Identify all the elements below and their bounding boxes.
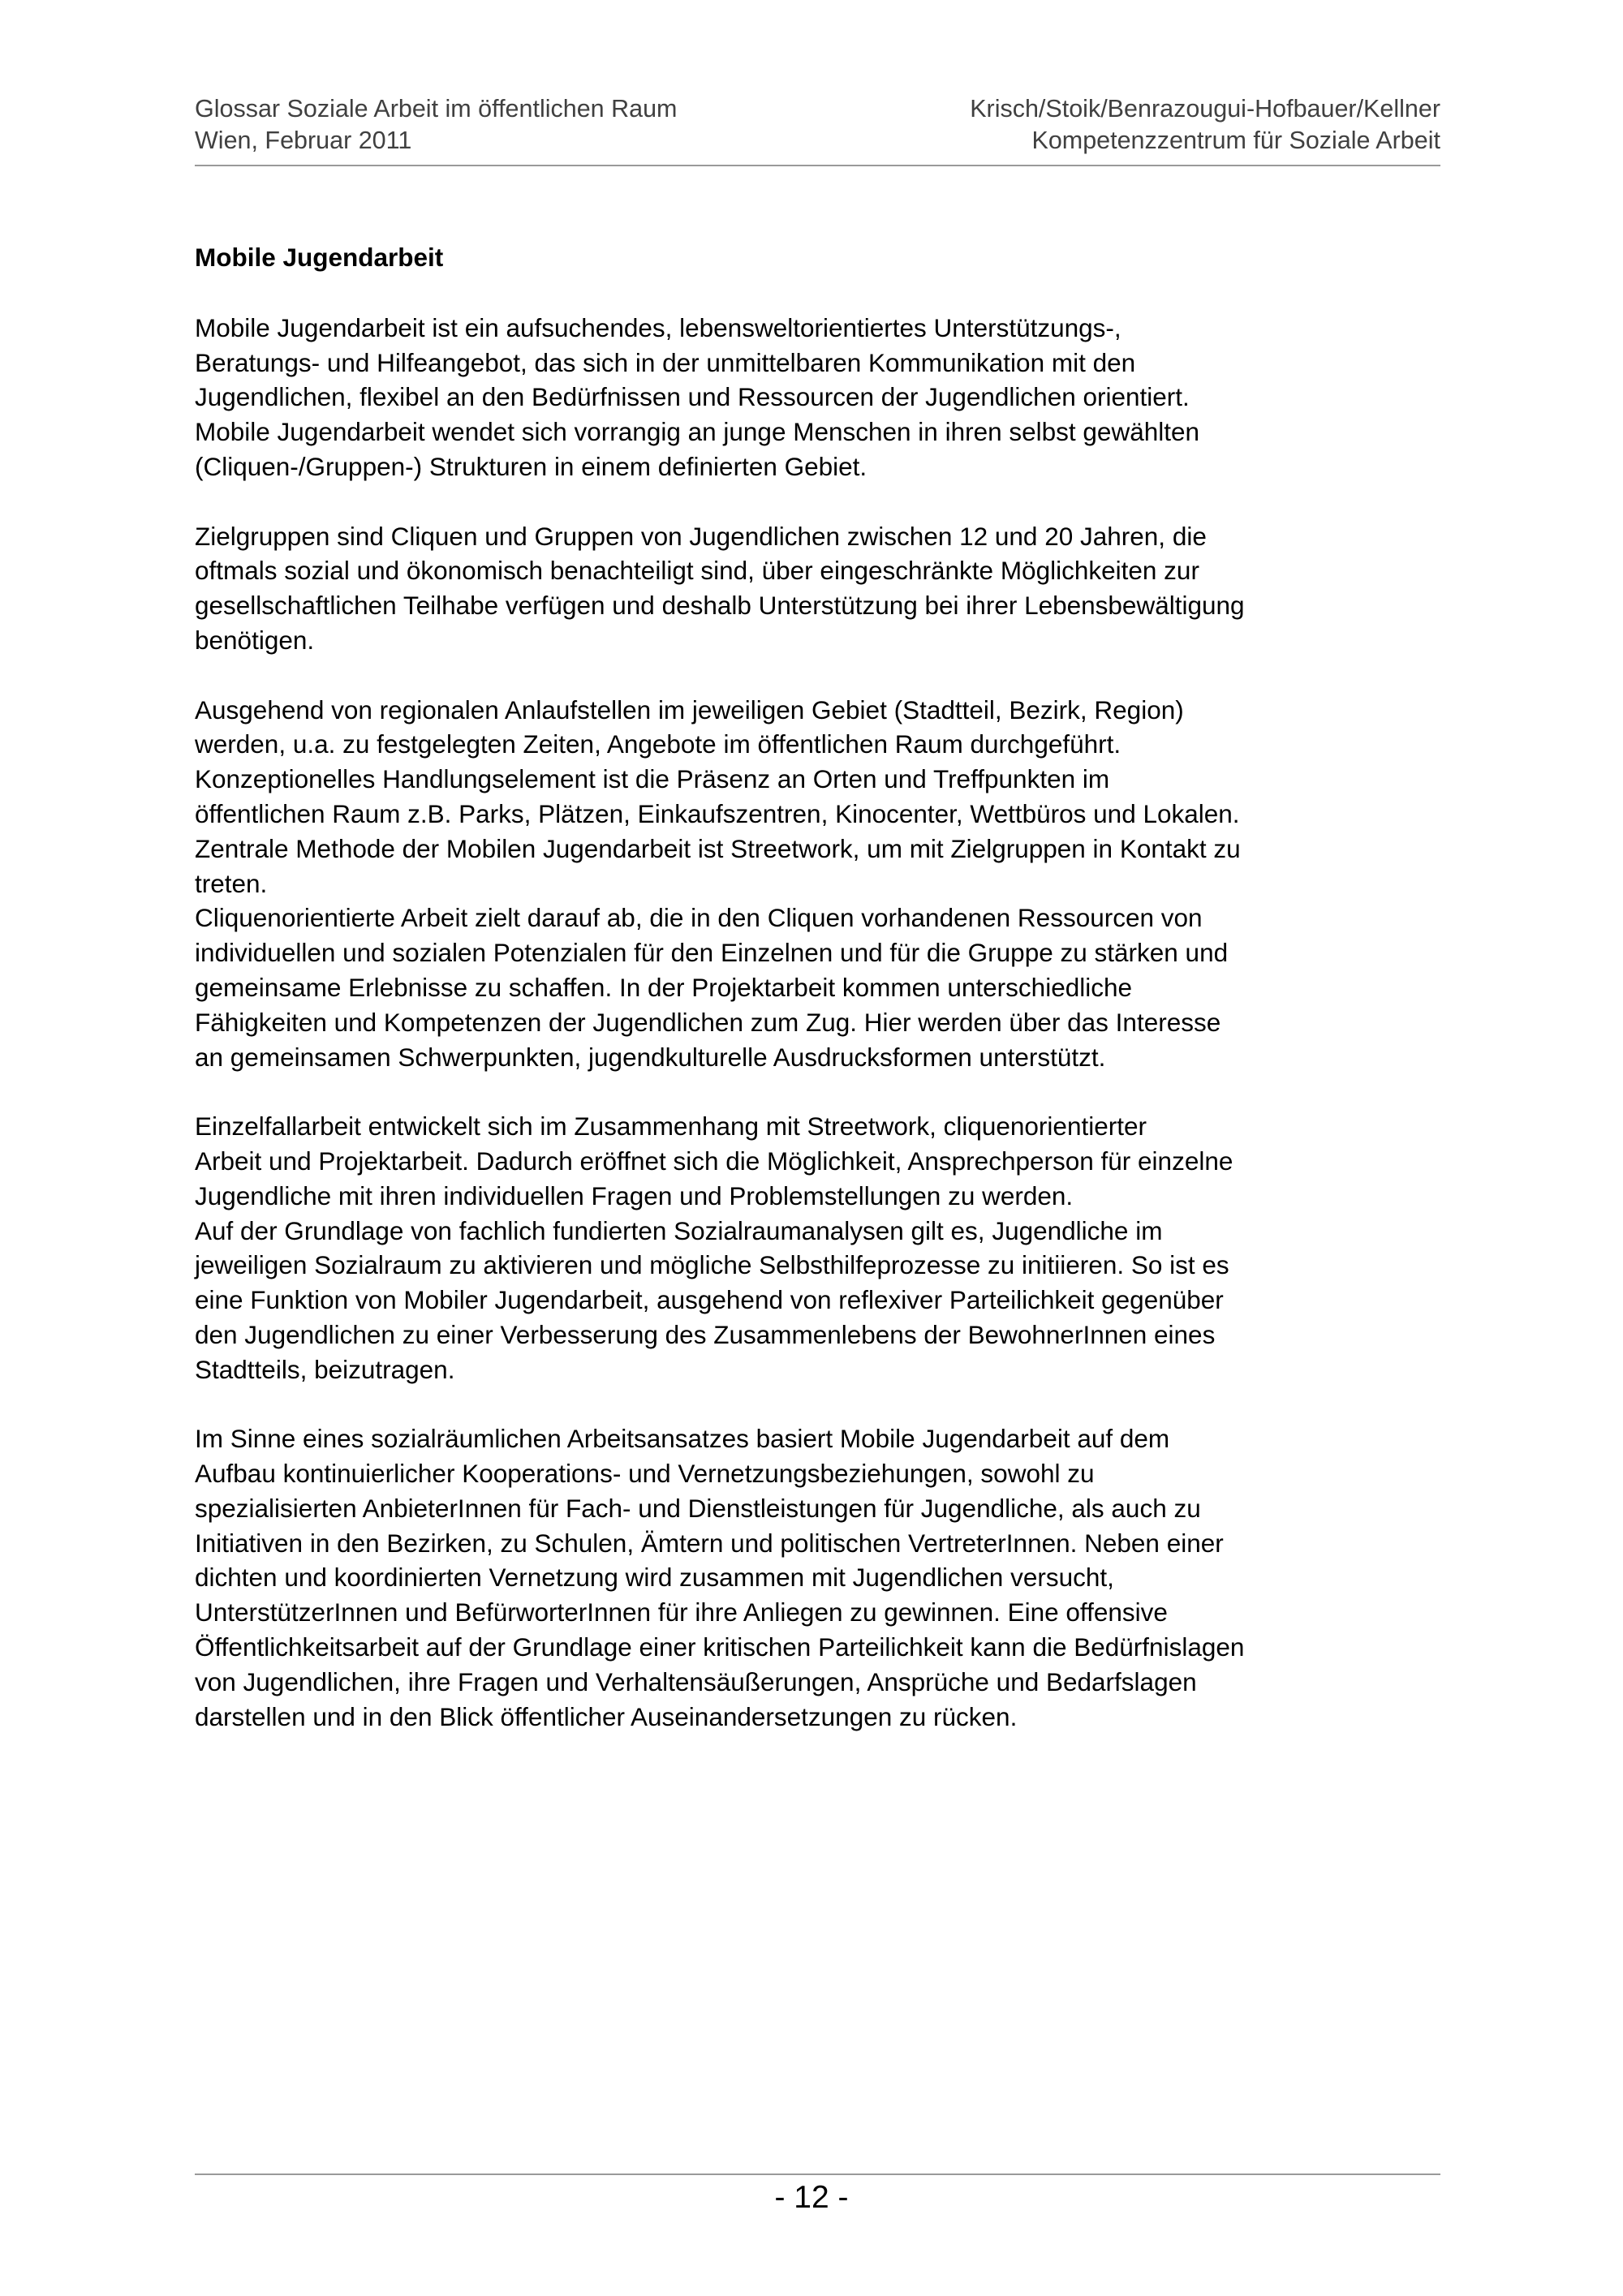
text-line: Fähigkeiten und Kompetenzen der Jugendlichen zum Zug. Hier werden über das Interesse bbox=[195, 1007, 1221, 1037]
text-line: an gemeinsamen Schwerpunkten, jugendkulturelle Ausdrucksformen unterstützt. bbox=[195, 1042, 1106, 1072]
page-content bbox=[195, 240, 1453, 1769]
text-line: Im Sinne eines sozialräumlichen Arbeitsansatzes basiert Mobile Jugendarbeit auf dem bbox=[195, 1424, 1170, 1454]
text-line: Zielgruppen sind Cliquen und Gruppen von Jugendlichen zwischen 12 und 20 Jahren, die bbox=[195, 521, 1207, 551]
text-line: (Cliquen-/Gruppen-) Strukturen in einem definierten Gebiet. bbox=[195, 451, 867, 481]
text-line: oftmals sozial und ökonomisch benachteiligt sind, über eingeschränkte Möglichkeiten zur bbox=[195, 556, 1199, 586]
header-authors: Krisch/Stoik/Benrazougui-Hofbauer/Kellner bbox=[970, 95, 1440, 123]
text-line: Cliquenorientierte Arbeit zielt darauf ab, die in den Cliquen vorhandenen Ressourcen von bbox=[195, 903, 1203, 933]
text-line: treten. bbox=[195, 868, 268, 898]
footer-divider bbox=[195, 2173, 1440, 2175]
paragraph-case-work bbox=[195, 1109, 1453, 1213]
paragraph-clique-work bbox=[195, 901, 1453, 1074]
header-left bbox=[195, 93, 677, 157]
text-line: werden, u.a. zu festgelegten Zeiten, Angebote im öffentlichen Raum durchgeführt. bbox=[195, 729, 1121, 759]
section-title: Mobile Jugendarbeit bbox=[195, 243, 444, 272]
text-line: individuellen und sozialen Potenzialen für den Einzelnen und für die Gruppe zu stärken und bbox=[195, 938, 1229, 968]
text-line: öffentlichen Raum z.B. Parks, Plätzen, Einkaufszentren, Kinocenter, Wettbüros und Lokalen. bbox=[195, 798, 1240, 828]
text-line: Mobile Jugendarbeit ist ein aufsuchendes, lebensweltorientiertes Unterstützungs-, bbox=[195, 312, 1121, 342]
text-line: jeweiligen Sozialraum zu aktivieren und mögliche Selbsthilfeprozesse zu initiieren. So ist es bbox=[195, 1250, 1229, 1280]
text-line: Beratungs- und Hilfeangebot, das sich in der unmittelbaren Kommunikation mit den bbox=[195, 347, 1136, 377]
text-line: eine Funktion von Mobiler Jugendarbeit, ausgehend von reflexiver Parteilichkeit gegenüber bbox=[195, 1285, 1224, 1315]
text-line: Mobile Jugendarbeit wendet sich vorrangig an junge Menschen in ihren selbst gewählten bbox=[195, 417, 1200, 447]
text-line: UnterstützerInnen und BefürworterInnen für ihre Anliegen zu gewinnen. Eine offensive bbox=[195, 1597, 1168, 1627]
text-line: Ausgehend von regionalen Anlaufstellen im jeweiligen Gebiet (Stadtteil, Bezirk, Region) bbox=[195, 694, 1184, 724]
text-line: dichten und koordinierten Vernetzung wird zusammen mit Jugendlichen versucht, bbox=[195, 1563, 1114, 1593]
text-line: Einzelfallarbeit entwickelt sich im Zusammenhang mit Streetwork, cliquenorientierter bbox=[195, 1111, 1147, 1142]
text-line: gemeinsame Erlebnisse zu schaffen. In der Projektarbeit kommen unterschiedliche bbox=[195, 972, 1133, 1002]
text-line: Jugendlichen, flexibel an den Bedürfnissen und Ressourcen der Jugendlichen orientiert. bbox=[195, 382, 1190, 412]
text-line: den Jugendlichen zu einer Verbesserung des Zusammenlebens der BewohnerInnen eines bbox=[195, 1319, 1216, 1349]
page-number: - 12 - bbox=[774, 2180, 849, 2215]
text-line: benötigen. bbox=[195, 625, 315, 655]
header-date: Wien, Februar 2011 bbox=[195, 127, 412, 154]
page-header bbox=[195, 93, 1440, 166]
header-document-title: Glossar Soziale Arbeit im öffentlichen Raum bbox=[195, 95, 678, 123]
text-line: von Jugendlichen, ihre Fragen und Verhaltensäußerungen, Ansprüche und Bedarfslagen bbox=[195, 1666, 1197, 1696]
text-line: Zentrale Methode der Mobilen Jugendarbeit ist Streetwork, um mit Zielgruppen in Kontakt zu bbox=[195, 833, 1241, 863]
text-line: darstellen und in den Blick öffentlicher Auseinandersetzungen zu rücken. bbox=[195, 1701, 1018, 1731]
paragraph-social-space bbox=[195, 1214, 1453, 1387]
paragraph-target-groups bbox=[195, 519, 1453, 658]
text-line: Konzeptionelles Handlungselement ist die Präsenz an Orten und Treffpunkten im bbox=[195, 764, 1110, 794]
paragraph-networking bbox=[195, 1421, 1453, 1734]
text-line: spezialisierten AnbieterInnen für Fach- und Dienstleistungen für Jugendliche, als auch zu bbox=[195, 1493, 1201, 1523]
text-line: Initiativen in den Bezirken, zu Schulen, Ämtern und politischen VertreterInnen. Neben einer bbox=[195, 1528, 1224, 1558]
text-line: gesellschaftlichen Teilhabe verfügen und deshalb Unterstützung bei ihrer Lebensbewältigung bbox=[195, 591, 1245, 621]
header-right bbox=[970, 93, 1440, 157]
text-line: Aufbau kontinuierlicher Kooperations- und Vernetzungsbeziehungen, sowohl zu bbox=[195, 1459, 1095, 1489]
paragraph-methods bbox=[195, 693, 1453, 901]
header-institution: Kompetenzzentrum für Soziale Arbeit bbox=[1031, 127, 1440, 154]
text-line: Öffentlichkeitsarbeit auf der Grundlage einer kritischen Parteilichkeit kann die Bedürfnislagen bbox=[195, 1632, 1245, 1662]
text-line: Auf der Grundlage von fachlich fundierten Sozialraumanalysen gilt es, Jugendliche im bbox=[195, 1215, 1163, 1245]
text-line: Stadtteils, beizutragen. bbox=[195, 1354, 455, 1384]
paragraph-definition bbox=[195, 311, 1453, 484]
text-line: Jugendliche mit ihren individuellen Fragen und Problemstellungen zu werden. bbox=[195, 1180, 1074, 1210]
text-line: Arbeit und Projektarbeit. Dadurch eröffnet sich die Möglichkeit, Ansprechperson für einzelne bbox=[195, 1146, 1233, 1176]
